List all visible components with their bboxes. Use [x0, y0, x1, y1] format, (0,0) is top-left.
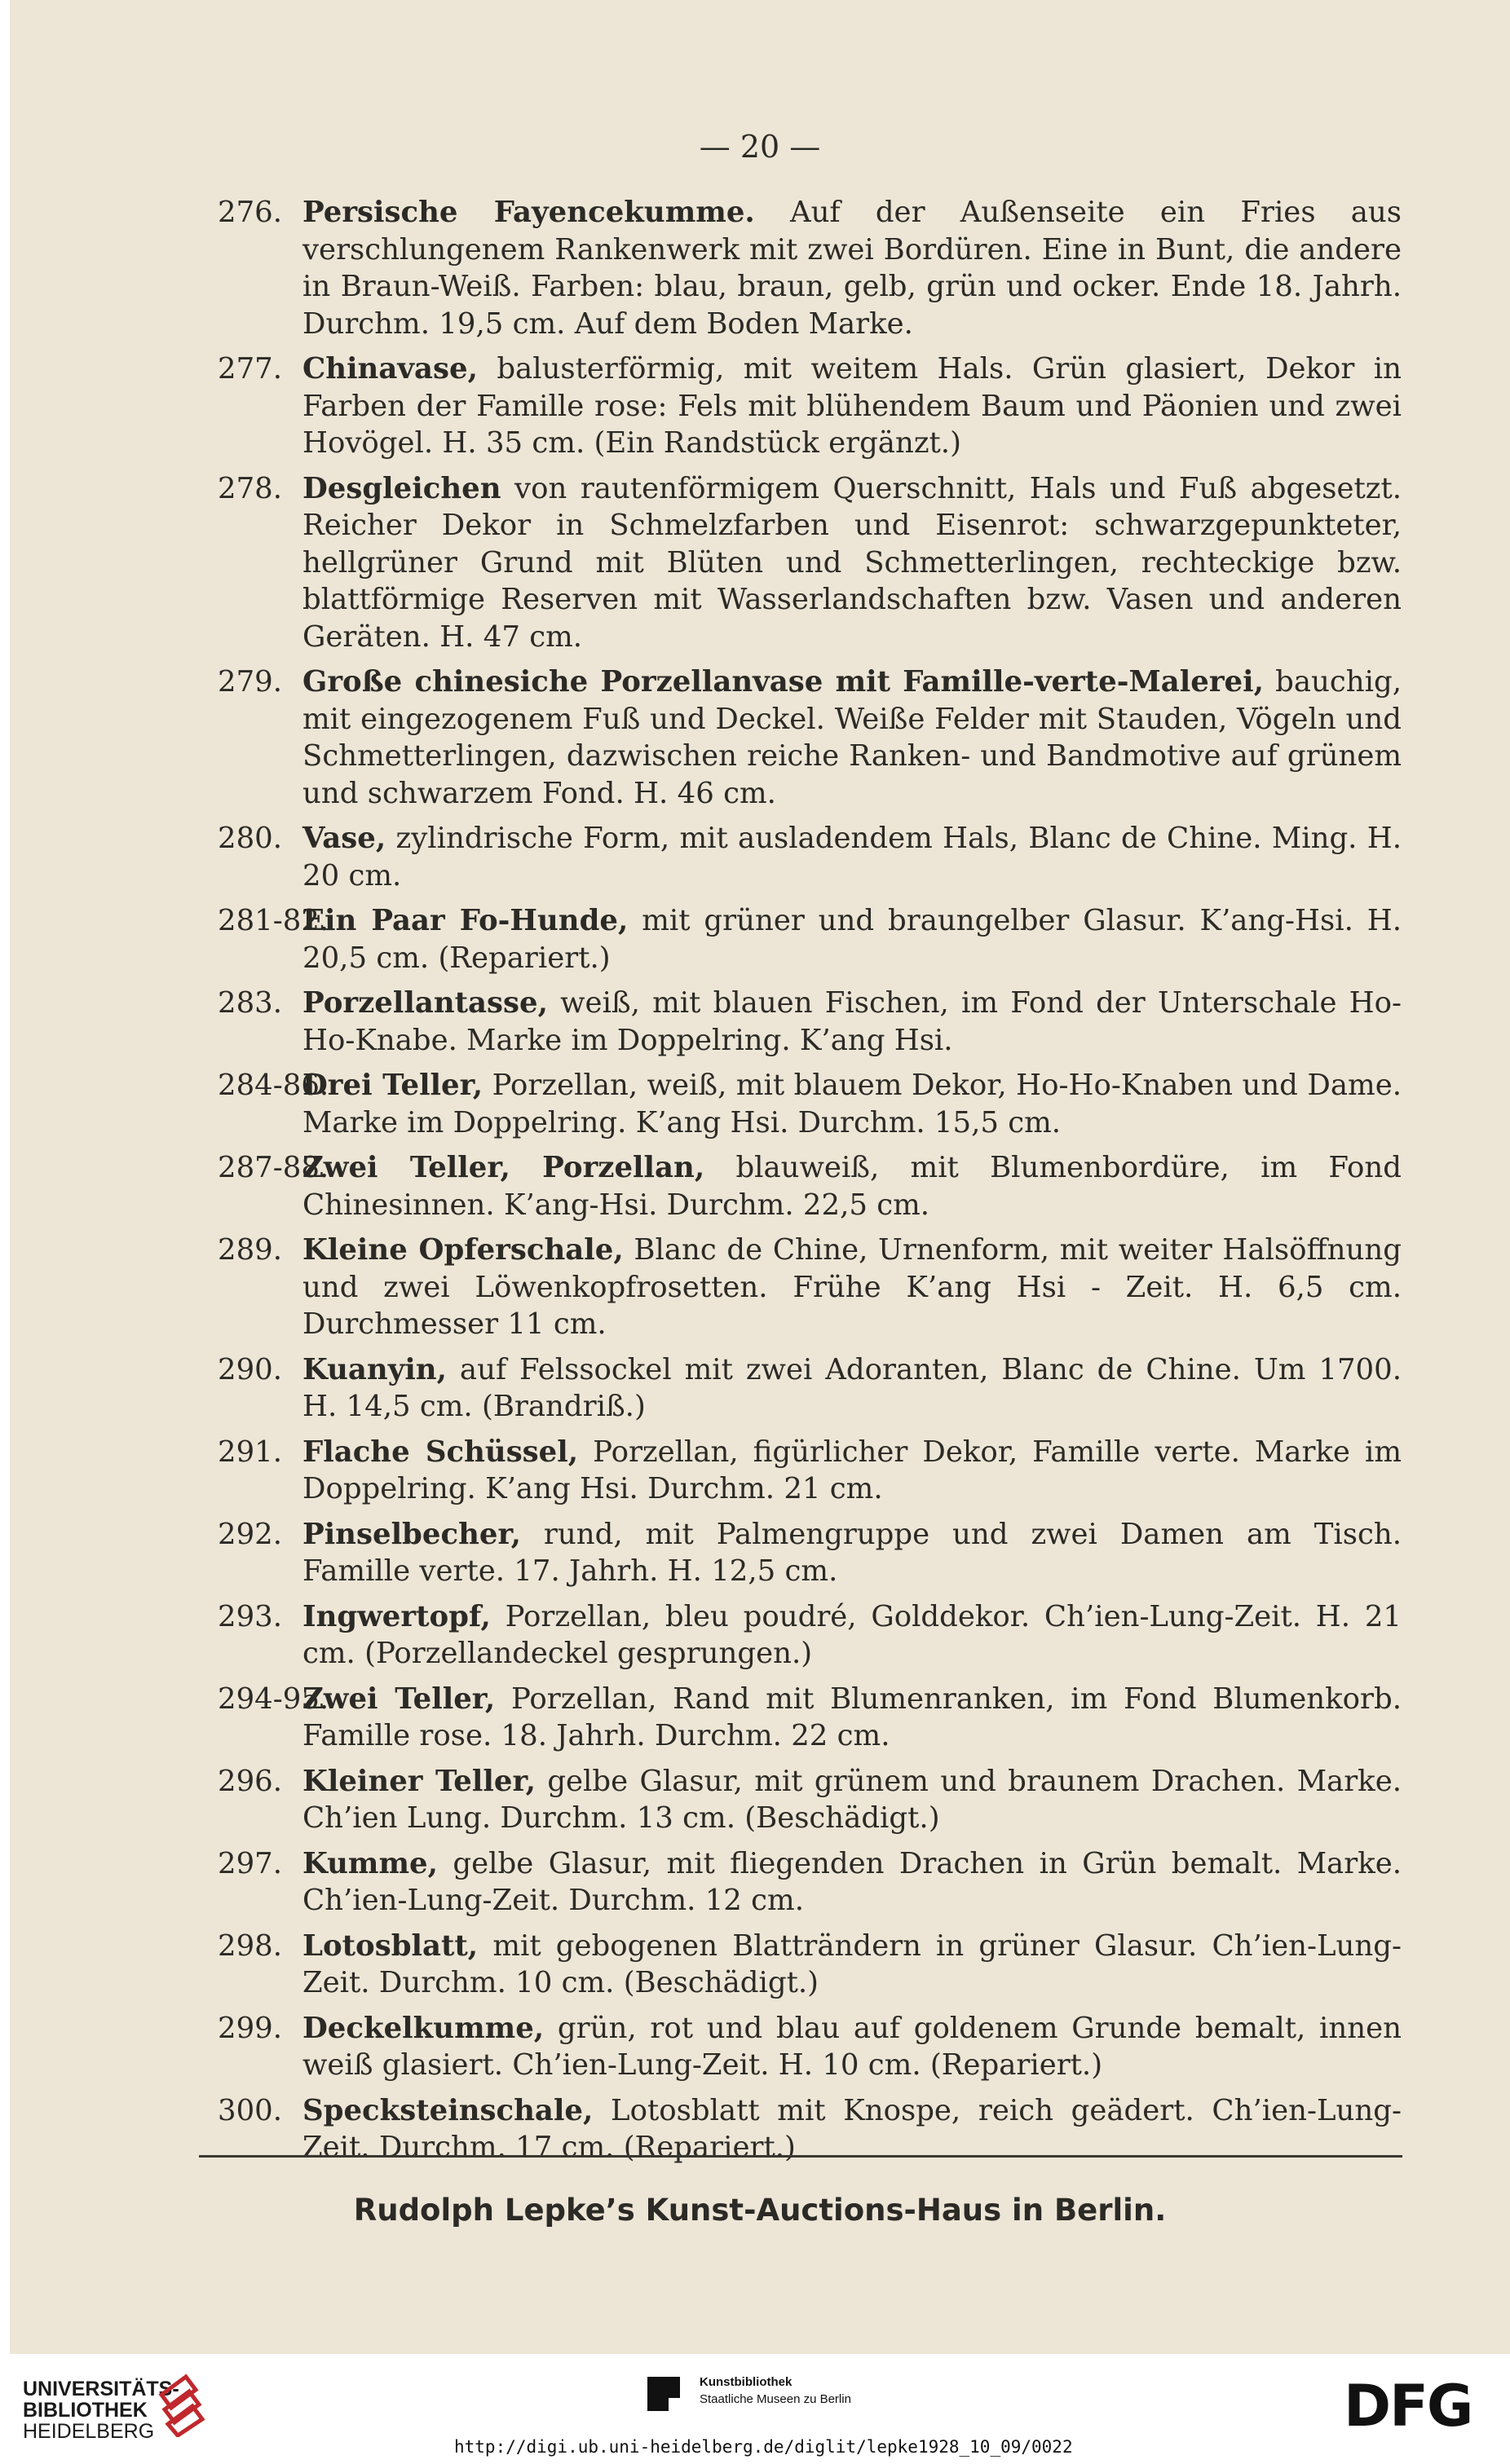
catalog-entry [218, 350, 1402, 462]
kb-line-1: Kunstbibliothek [700, 2375, 793, 2389]
entry-description: Lotosblatt mit Knospe, reich geädert. Ch’ien-Lung-Zeit. Durchm. 17 cm. (Repariert.) [302, 2093, 1402, 2164]
catalog-entry [218, 1763, 1402, 1837]
entry-description: von rautenförmigem Querschnitt, Hals und Fuß abgesetzt. Reicher Dekor in Schmelzfarben und Eisenrot: schwarzgepunkteter, hellgrüner Grund mit Blüten und Schmetterlingen, rechteckige bzw. blattförmige Reserven mit Wasserlandschaften bzw. Vasen und anderen Geräten. H. 47 cm. [302, 471, 1402, 654]
catalog-entry [218, 1351, 1402, 1426]
entry-title: Kleiner Teller, [302, 1764, 536, 1798]
entry-title: Chinavase, [302, 352, 478, 386]
entry-description: zylindrische Form, mit ausladendem Hals, Blanc de Chine. Ming. H. 20 cm. [302, 822, 1402, 893]
scanned-page [10, 0, 1510, 2354]
entry-title: Specksteinschale, [302, 2093, 594, 2127]
entry-description: gelbe Glasur, mit fliegenden Drachen in Grün bemalt. Marke. Ch’ien-Lung-Zeit. Durchm. 12 cm. [302, 1846, 1402, 1917]
entry-description: Porzellan, weiß, mit blauem Dekor, Ho-Ho-Knaben und Dame. Marke im Doppelring. K’ang Hsi. Durchm. 15,5 cm. [302, 1069, 1402, 1139]
entry-description: Blanc de Chine, Urnenform, mit weiter Halsöffnung und zwei Löwenkopfrosetten. Frühe K’ang Hsi - Zeit. H. 6,5 cm. Durchmesser 11 cm. [302, 1233, 1402, 1341]
library-line-2: BIBLIOTHEK [23, 2399, 148, 2422]
entry-title: Flache Schüssel, [302, 1435, 579, 1469]
entry-description: Auf der Außenseite ein Fries aus verschlungenem Rankenwerk mit zwei Bordüren. Eine in Bunt, die andere in Braun-Weiß. Farben: blau, braun, gelb, grün und ocker. Ende 18. Jahrh. Durchm. 19,5 cm. Auf dem Boden Marke. [302, 196, 1402, 341]
catalog-entry [218, 1516, 1402, 1590]
catalog-entry [218, 1928, 1402, 2002]
catalog-entry [218, 902, 1402, 976]
catalog-entry [218, 1598, 1402, 1673]
entry-number: 281-82. [218, 904, 329, 937]
entry-number: 284-86. [218, 1069, 329, 1102]
entry-description: balusterförmig, mit weitem Hals. Grün glasiert, Dekor in Farben der Famille rose: Fels mit blühendem Baum und Päonien und zwei Hovögel. H. 35 cm. (Ein Randstück ergänzt.) [302, 352, 1402, 460]
entry-description: grün, rot und blau auf goldenem Grunde bemalt, innen weiß glasiert. Ch’ien-Lung-Zeit. H. 10 cm. (Repariert.) [302, 2011, 1402, 2082]
entry-description: mit gebogenen Blatträndern in grüner Glasur. Ch’ien-Lung-Zeit. Durchm. 10 cm. (Beschädigt.) [302, 1928, 1402, 1999]
catalog-entry [218, 2010, 1402, 2084]
entry-description: Porzellan, bleu poudré, Golddekor. Ch’ien-Lung-Zeit. H. 21 cm. (Porzellandeckel gesprungen.) [302, 1599, 1402, 1670]
kb-line-2: Staatliche Museen zu Berlin [700, 2392, 851, 2406]
entry-title: Kuanyin, [302, 1352, 447, 1386]
entry-title: Zwei Teller, Porzellan, [302, 1151, 705, 1184]
catalog-entry [218, 820, 1402, 894]
entry-description: blauweiß, mit Blumenbordüre, im Fond Chinesinnen. K’ang-Hsi. Durchm. 22,5 cm. [302, 1151, 1402, 1222]
dfg-logo: DFG [1344, 2373, 1472, 2440]
permalink-url[interactable]: http://digi.ub.uni-heidelberg.de/diglit/lepke1928_10_09/0022 [454, 2437, 1073, 2457]
entry-number: 278. [218, 471, 283, 505]
entry-number: 300. [218, 2093, 283, 2127]
entry-number: 277. [218, 352, 283, 386]
entry-title: Drei Teller, [302, 1069, 483, 1102]
entry-number: 283. [218, 986, 283, 1020]
entry-description: Porzellan, Rand mit Blumenranken, im Fond Blumenkorb. Famille rose. 18. Jahrh. Durchm. 22 cm. [302, 1682, 1402, 1752]
entry-description: gelbe Glasur, mit grünem und braunem Drachen. Marke. Ch’ien Lung. Durchm. 13 cm. (Beschädigt.) [302, 1764, 1402, 1835]
entry-number: 276. [218, 196, 283, 229]
library-line-3: HEIDELBERG [23, 2420, 155, 2443]
entry-title: Deckelkumme, [302, 2011, 545, 2045]
entry-title: Kleine Opferschale, [302, 1233, 624, 1267]
catalog-entry [218, 985, 1402, 1059]
library-line-1: UNIVERSITÄTS- [23, 2378, 179, 2400]
entry-description: auf Felssockel mit zwei Adoranten, Blanc de Chine. Um 1700. H. 14,5 cm. (Brandriß.) [302, 1352, 1402, 1423]
entry-title: Persische Fayencekumme. [302, 196, 755, 229]
entry-title: Porzellantasse, [302, 986, 548, 1020]
entry-number: 280. [218, 822, 283, 855]
publisher-line: Rudolph Lepke’s Kunst-Auctions-Haus in Berlin. [353, 2193, 1167, 2228]
entry-number: 297. [218, 1846, 283, 1880]
entry-title: Lotosblatt, [302, 1928, 479, 1963]
entry-title: Ingwertopf, [302, 1599, 491, 1633]
entry-number: 291. [218, 1435, 283, 1469]
catalog-entry [218, 470, 1402, 656]
entry-title: Große chinesiche Porzellanvase mit Famille-verte-Malerei, [302, 665, 1264, 699]
catalog-entry [218, 1845, 1402, 1920]
entry-number: 292. [218, 1517, 283, 1551]
catalog-entry [218, 194, 1402, 342]
entry-number: 289. [218, 1233, 283, 1267]
catalog-entry [218, 1067, 1402, 1141]
catalog-entry [218, 1232, 1402, 1343]
divider-rule [199, 2155, 1402, 2158]
entry-number: 290. [218, 1352, 283, 1386]
entry-number: 294-95. [218, 1682, 329, 1716]
entry-title: Pinselbecher, [302, 1517, 521, 1551]
entry-number: 293. [218, 1599, 283, 1633]
entry-description: bauchig, mit eingezogenem Fuß und Deckel. Weiße Felder mit Stauden, Vögeln und Schmetterlingen, dazwischen reiche Ranken- und Bandmotive auf grünem und schwarzem Fond. H. 46 cm. [302, 665, 1402, 810]
catalog-entries [218, 194, 1402, 2175]
entry-title: Desgleichen [302, 471, 501, 505]
entry-number: 296. [218, 1764, 283, 1798]
entry-number: 279. [218, 665, 283, 699]
library-logo-icon [153, 2370, 210, 2437]
entry-number: 287-88. [218, 1151, 329, 1184]
entry-title: Ein Paar Fo-Hunde, [302, 904, 629, 937]
catalog-entry [218, 663, 1402, 812]
digitization-footer [0, 2354, 1510, 2464]
catalog-entry [218, 1434, 1402, 1508]
entry-number: 299. [218, 2011, 283, 2045]
catalog-entry [218, 1149, 1402, 1223]
entry-number: 298. [218, 1928, 283, 1963]
entry-title: Zwei Teller, [302, 1682, 496, 1716]
entry-description: rund, mit Palmengruppe und zwei Damen am Tisch. Famille verte. 17. Jahrh. H. 12,5 cm. [302, 1517, 1402, 1588]
catalog-entry [218, 1681, 1402, 1755]
kunstbibliothek-logo-icon [644, 2374, 690, 2414]
entry-title: Vase, [302, 822, 386, 855]
entry-description: Porzellan, figürlicher Dekor, Famille verte. Marke im Doppelring. K’ang Hsi. Durchm. 21 cm. [302, 1435, 1402, 1505]
entry-description: mit grüner und braungelber Glasur. K’ang-Hsi. H. 20,5 cm. (Repariert.) [302, 904, 1402, 975]
entry-title: Kumme, [302, 1846, 438, 1880]
kunstbibliothek-name [700, 2374, 851, 2408]
entry-description: weiß, mit blauen Fischen, im Fond der Unterschale Ho-Ho-Knabe. Marke im Doppelring. K’ang Hsi. [302, 986, 1402, 1057]
page-number: — 20 — [699, 129, 821, 165]
